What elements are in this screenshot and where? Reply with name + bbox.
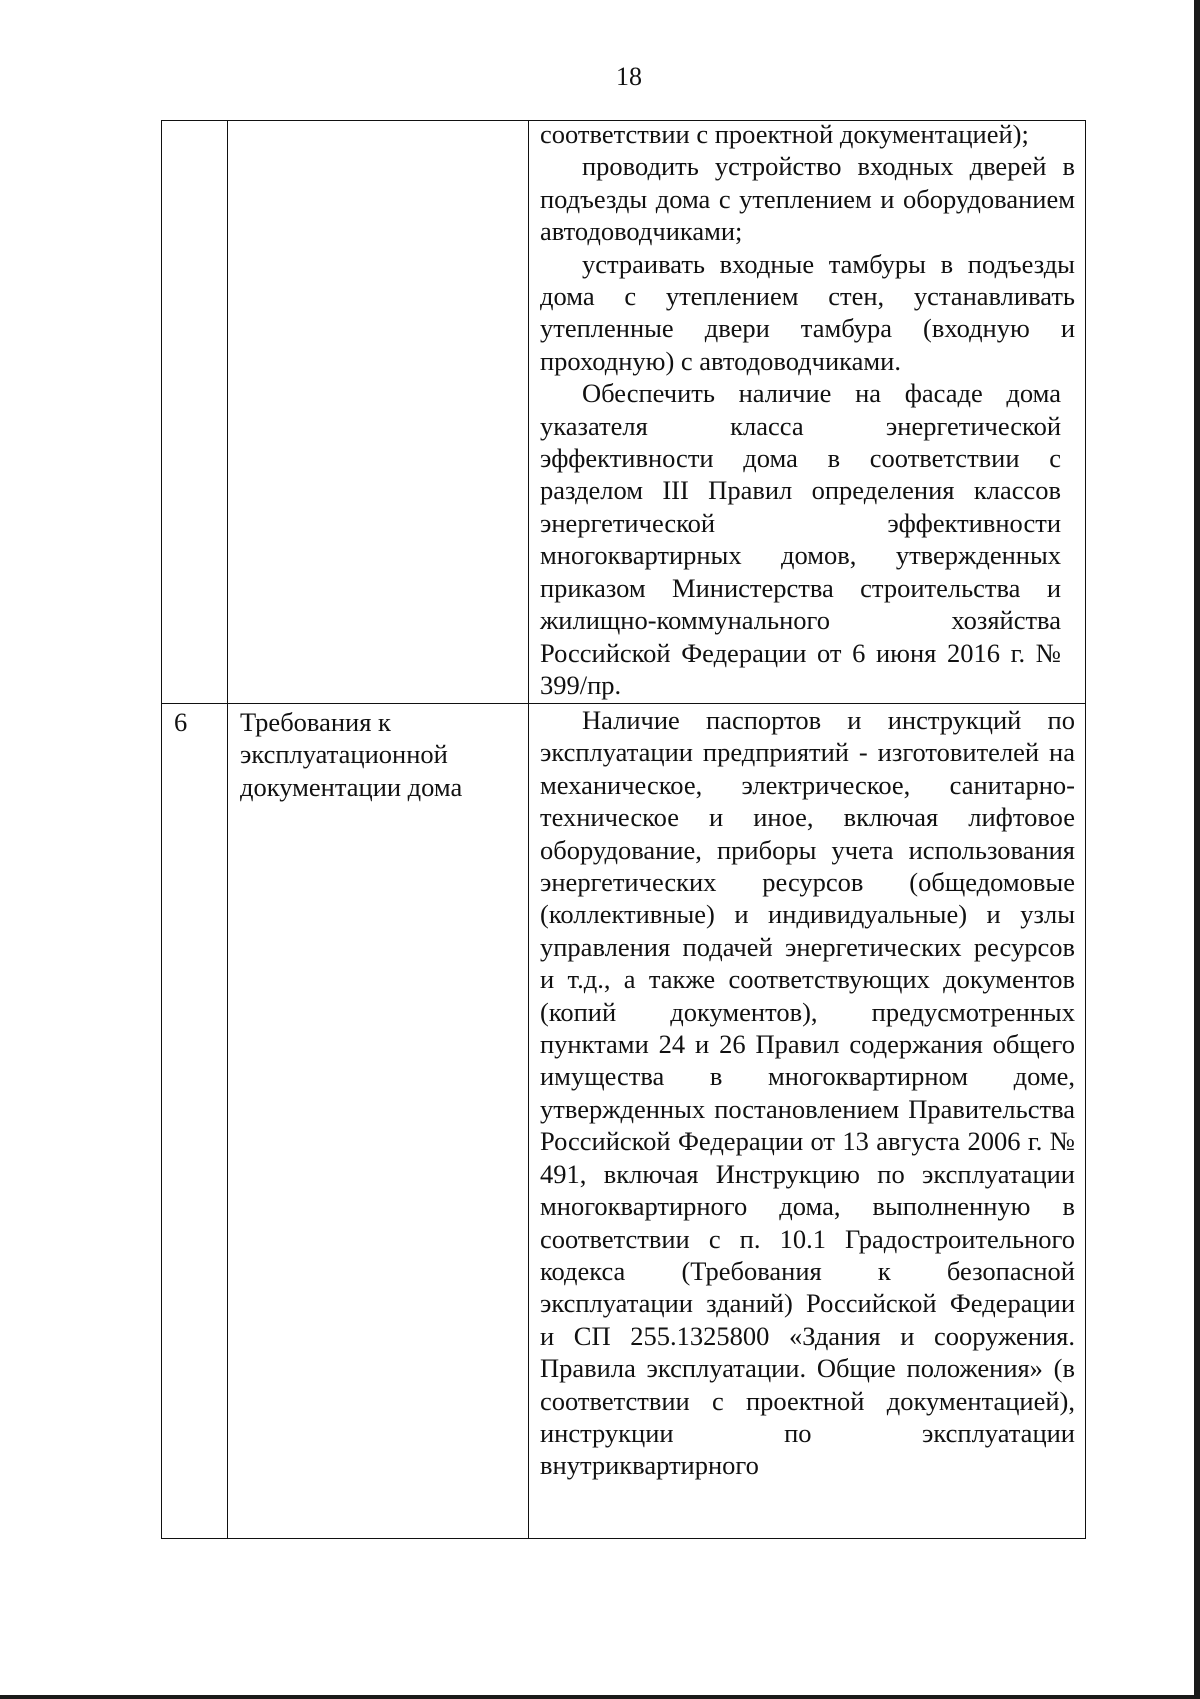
paragraph: проводить устройство входных дверей в подъезды дома с утеплением и оборудованием автодоводчиками; — [540, 151, 1075, 247]
row-number-cell — [162, 121, 228, 704]
requirements-table — [161, 120, 1086, 1539]
page-number: 18 — [616, 62, 642, 91]
table-row — [162, 704, 1086, 1539]
requirement-title-cell: Требования к эксплуатационной документации дома — [228, 704, 529, 1539]
paragraph: соответствии с проектной документацией); — [540, 119, 1029, 149]
scan-border-bottom — [0, 1695, 1200, 1699]
requirement-title-cell — [228, 121, 529, 704]
paragraph: Обеспечить наличие на фасаде дома указателя класса энергетической эффективности дома в соответствии с разделом III Правил определения классов энергетической эффективности многоквартирных домов, утвержденных приказом Министерства строительства и жилищно-коммунального хозяйства Российской Федерации от 6 июня 2016 г. № 399/пр. — [540, 378, 1061, 700]
requirement-text-cell — [529, 121, 1086, 704]
table-row — [162, 121, 1086, 704]
scan-border-right — [1194, 0, 1200, 1699]
requirement-text-cell — [529, 704, 1086, 1539]
paragraph: Наличие паспортов и инструкций по эксплуатации предприятий - изготовителей на механическое, электрическое, санитарно-техническое и иное, включая лифтовое оборудование, приборы учета использования энергетических ресурсов (общедомовые (коллективные) и индивидуальные) и узлы управления подачей энергетических ресурсов и т.д., а также соответствующих документов (копий документов), предусмотренных пунктами 24 и 26 Правил содержания общего имущества в многоквартирном доме, утвержденных постановлением Правительства Российской Федерации от 13 августа 2006 г. № 491, включая Инструкцию по эксплуатации многоквартирного дома, выполненную в соответствии с п. 10.1 Градостроительного кодекса (Требования к безопасной эксплуатации зданий) Российской Федерации и СП 255.1325800 «Здания и сооружения. Правила эксплуатации. Общие положения» (в соответствии с проектной документацией), инструкции по эксплуатации внутриквартирного — [540, 705, 1075, 1481]
paragraph: устраивать входные тамбуры в подъезды дома с утеплением стен, устанавливать утепленные двери тамбура (входную и проходную) с автодоводчиками. — [540, 248, 1075, 376]
row-number-cell: 6 — [162, 704, 228, 1539]
